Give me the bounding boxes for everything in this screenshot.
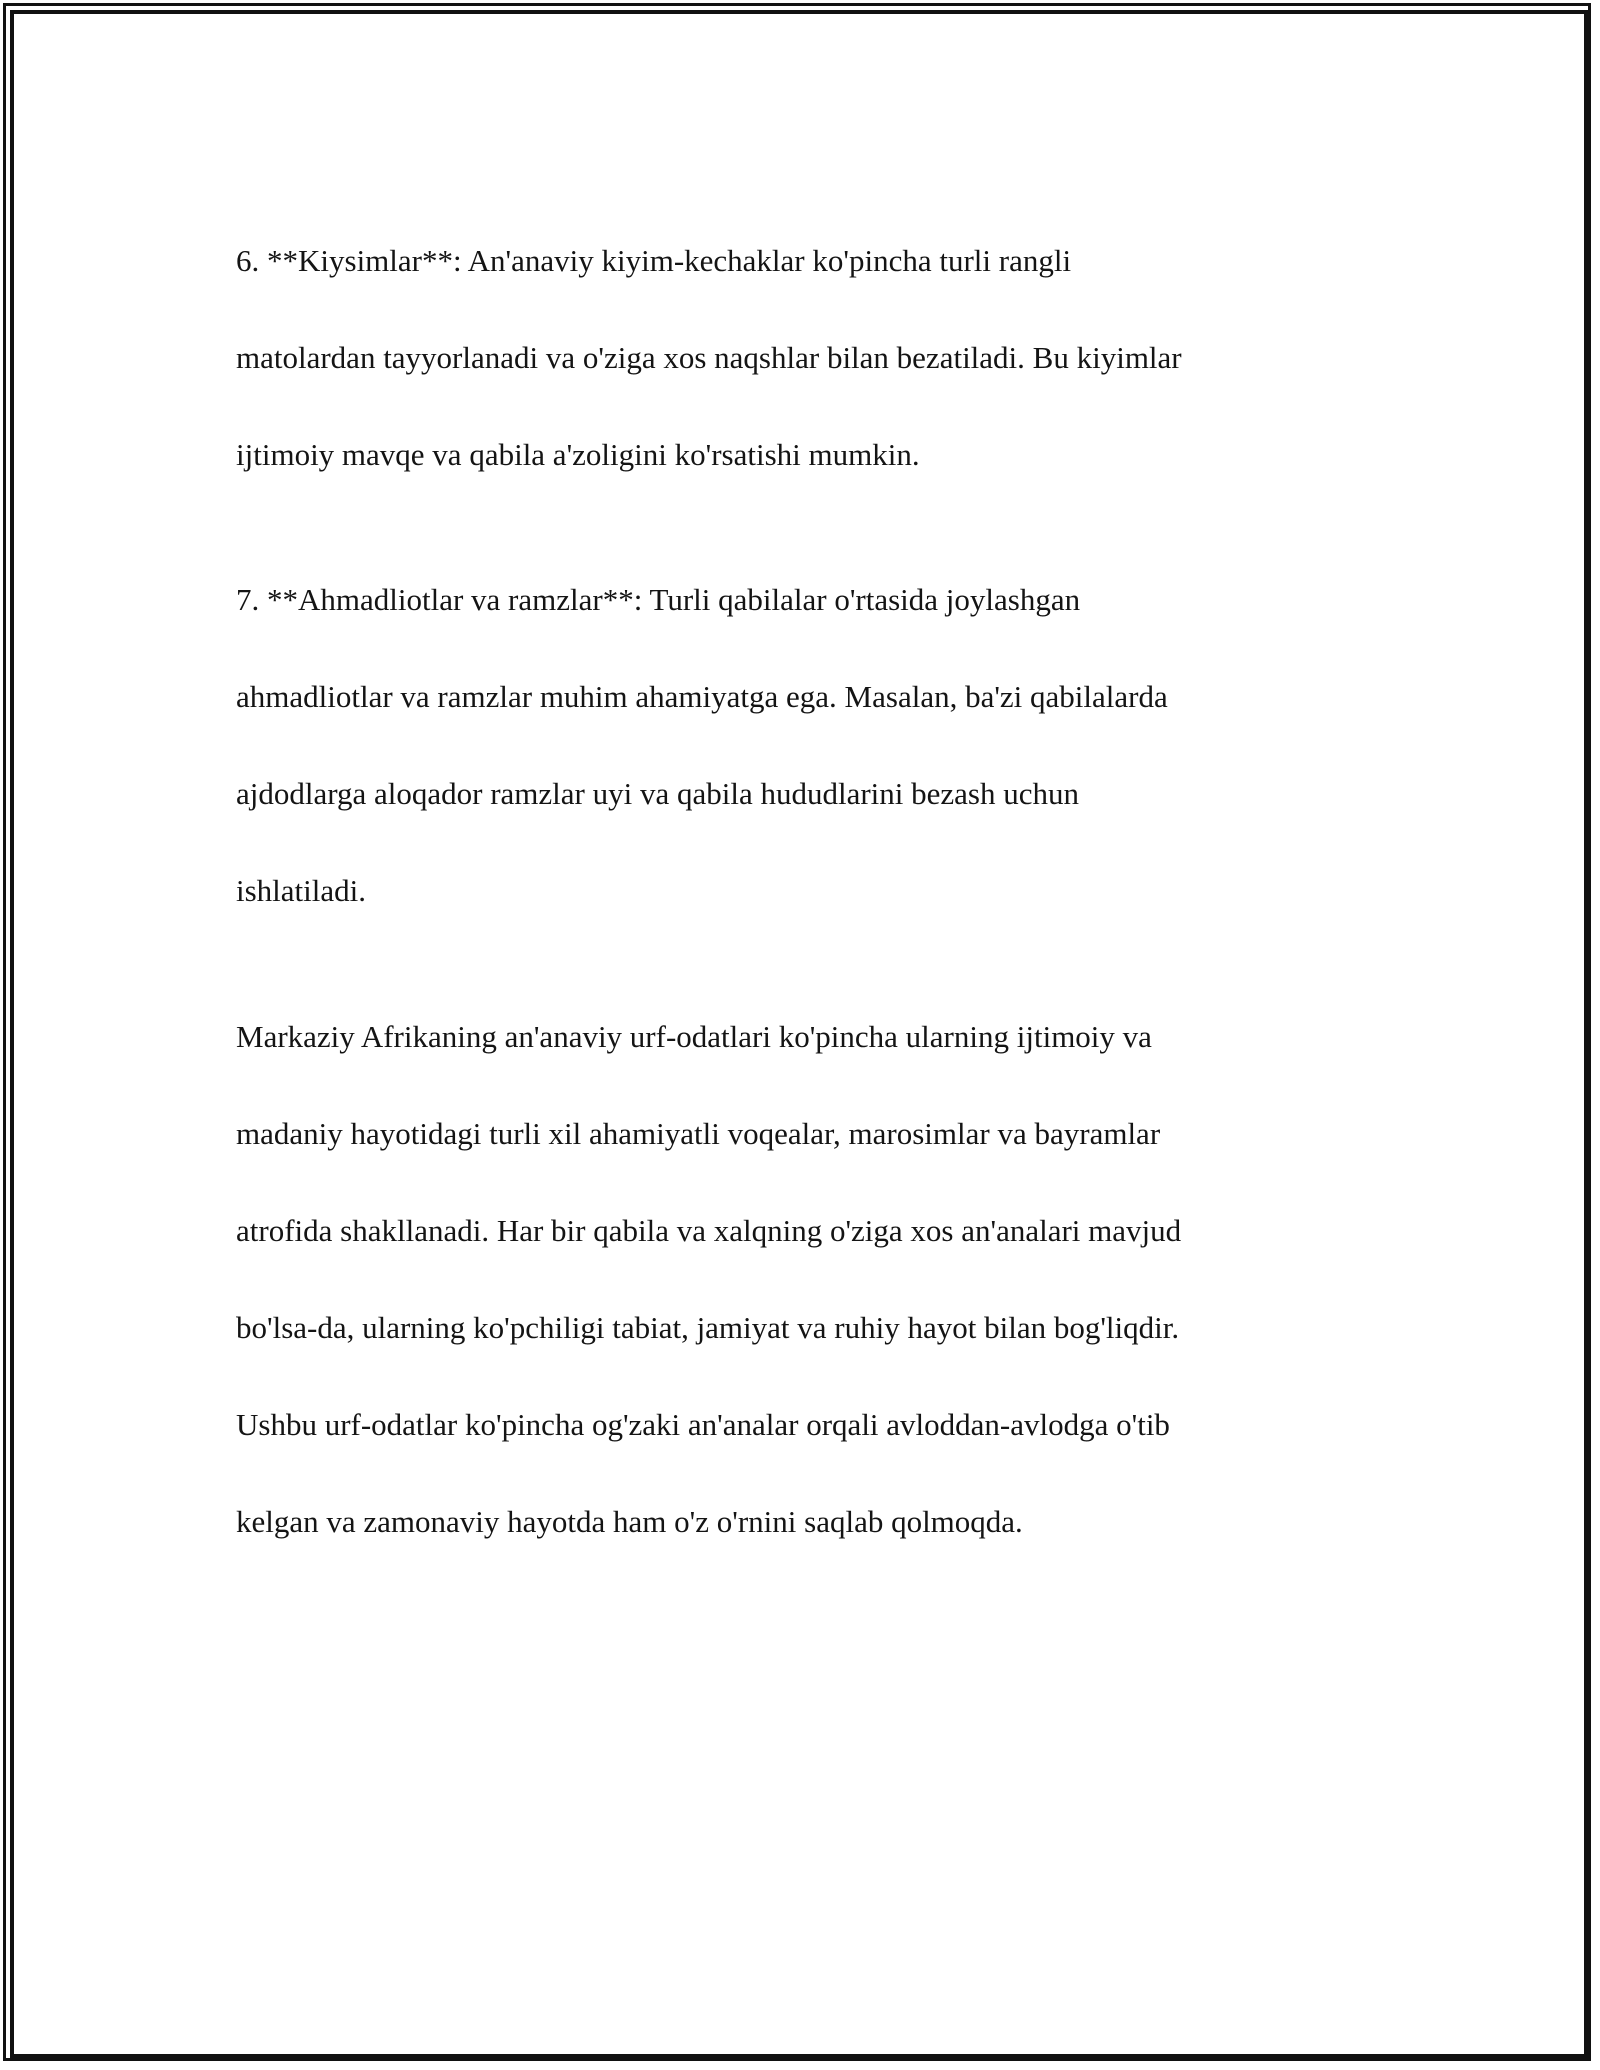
paragraph-item-7 xyxy=(236,528,1376,916)
paragraph-conclusion xyxy=(236,964,1376,1546)
document-body xyxy=(236,188,1376,1595)
line: kelgan va zamonaviy hayotda ham o'z o'rnini saqlab qolmoqda. xyxy=(236,1503,1023,1539)
line: madaniy hayotidagi turli xil ahamiyatli voqealar, marosimlar va bayramlar xyxy=(236,1115,1161,1151)
paragraph-item-6 xyxy=(236,188,1376,479)
line: bo'lsa-da, ularning ko'pchiligi tabiat, jamiyat va ruhiy hayot bilan bog'liqdir. xyxy=(236,1309,1180,1345)
line: atrofida shakllanadi. Har bir qabila va xalqning o'ziga xos an'analari mavjud xyxy=(236,1212,1182,1248)
line: ishlatiladi. xyxy=(236,873,367,908)
line: Markaziy Afrikaning an'anaviy urf-odatlari ko'pincha ularning ijtimoiy va xyxy=(236,1018,1152,1054)
line: ijtimoiy mavqe va qabila a'zoligini ko'rsatishi mumkin. xyxy=(236,436,920,472)
line: matolardan tayyorlanadi va o'ziga xos naqshlar bilan bezatiladi. Bu kiyimlar xyxy=(236,339,1182,375)
line: 7. **Ahmadliotlar va ramzlar**: Turli qabilalar o'rtasida joylashgan xyxy=(236,582,1081,617)
line: Ushbu urf-odatlar ko'pincha og'zaki an'analar orqali avloddan-avlodga o'tib xyxy=(236,1406,1170,1442)
line: ahmadliotlar va ramzlar muhim ahamiyatga ega. Masalan, ba'zi qabilalarda xyxy=(236,679,1168,714)
line: ajdodlarga aloqador ramzlar uyi va qabila hududlarini bezash uchun xyxy=(236,776,1080,811)
line: 6. **Kiysimlar**: An'anaviy kiyim-kechaklar ko'pincha turli rangli xyxy=(236,242,1072,278)
